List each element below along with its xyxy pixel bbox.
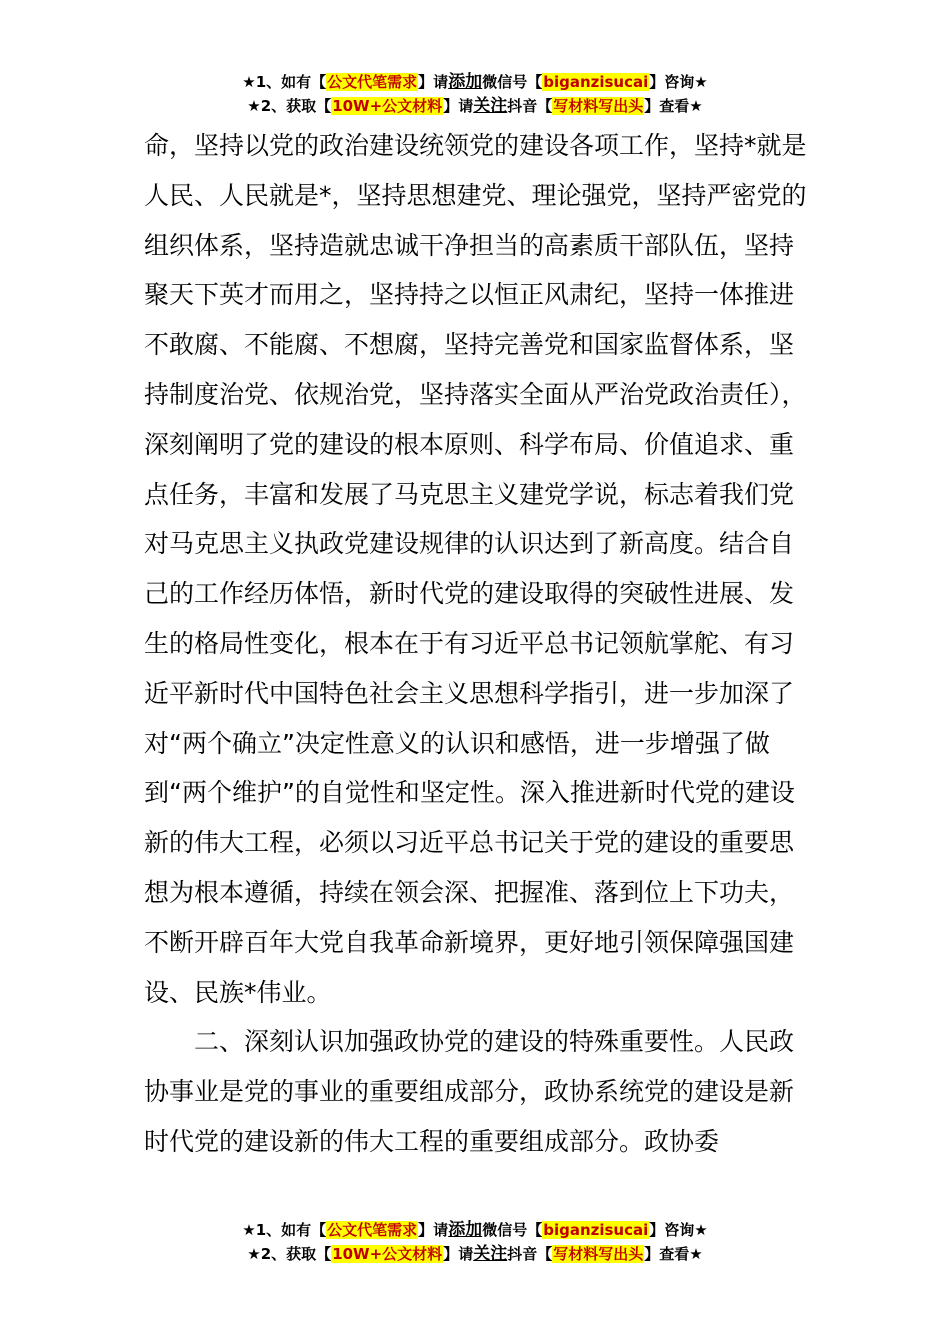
footer-line-1-emphasis-add: 添加 [448,1220,483,1240]
footer-line-2-emphasis-follow: 关注 [473,1244,508,1264]
document-body [144,121,808,1167]
footer-line-2-highlight-materials: 10W+公文材料 [332,1245,443,1263]
header-line-2-text-d: 】查看★ [644,97,703,115]
header-line-2-text-a: ★2、获取【 [247,97,332,115]
header-line-2-text-b: 】请 [443,97,474,115]
footer-line-1-highlight-wechat-id: biganzisucai [543,1221,649,1239]
header-line-1-text-c: 微信号【 [482,73,543,91]
footer-line-1-highlight-writing-service: 公文代笔需求 [327,1221,418,1239]
footer-banner [0,1218,950,1266]
header-line-2 [0,94,950,118]
header-line-1-text-d: 】咨询★ [649,73,708,91]
footer-line-2-text-c: 抖音【 [507,1245,553,1263]
header-line-2-highlight-douyin-account: 写材料写出头 [553,97,644,115]
body-paragraph-2: 二、深刻认识加强政协党的建设的特殊重要性。人民政协事业是党的事业的重要组成部分，政协系统党的建设是新时代党的建设新的伟大工程的重要组成部分。政协委 [144,1027,795,1156]
footer-line-1-text-b: 】请 [418,1221,449,1239]
header-line-1-text-a: ★1、如有【 [242,73,327,91]
footer-line-1-text-c: 微信号【 [482,1221,543,1239]
footer-line-2 [0,1242,950,1266]
footer-line-2-highlight-douyin-account: 写材料写出头 [553,1245,644,1263]
footer-line-2-text-d: 】查看★ [644,1245,703,1263]
footer-line-2-text-a: ★2、获取【 [247,1245,332,1263]
header-line-1 [0,70,950,94]
footer-line-1-text-d: 】咨询★ [649,1221,708,1239]
header-line-1-highlight-writing-service: 公文代笔需求 [327,73,418,91]
header-line-2-text-c: 抖音【 [507,97,553,115]
header-line-1-emphasis-add: 添加 [448,72,483,92]
header-line-1-highlight-wechat-id: biganzisucai [543,73,649,91]
header-banner [0,70,950,118]
header-line-1-text-b: 】请 [418,73,449,91]
header-line-2-emphasis-follow: 关注 [473,96,508,116]
footer-line-1-text-a: ★1、如有【 [242,1221,327,1239]
body-paragraph-1: 命，坚持以党的政治建设统领党的建设各项工作，坚持*就是人民、人民就是*，坚持思想建党、理论强党，坚持严密党的组织体系，坚持造就忠诚干净担当的高素质干部队伍，坚持聚天下英才而用之，坚持持之以恒正风肃纪，坚持一体推进不敢腐、不能腐、不想腐，坚持完善党和国家监督体系，坚持制度治党、依规治党，坚持落实全面从严治党政治责任），深刻阐明了党的建设的根本原则、科学布局、价值追求、重点任务，丰富和发展了马克思主义建党学说，标志着我们党对马克思主义执政党建设规律的认识达到了新高度。结合自己的工作经历体悟，新时代党的建设取得的突破性进展、发生的格局性变化，根本在于有习近平总书记领航掌舵、有习近平新时代中国特色社会主义思想科学指引，进一步加深了对“两个确立”决定性意义的认识和感悟，进一步增强了做到“两个维护”的自觉性和坚定性。深入推进新时代党的建设新的伟大工程，必须以习近平总书记关于党的建设的重要思想为根本遵循，持续在领会深、把握准、落到位上下功夫，不断开辟百年大党自我革命新境界，更好地引领保障强国建设、民族*伟业。 [144,131,807,1007]
header-line-2-highlight-materials: 10W+公文材料 [332,97,443,115]
footer-line-1 [0,1218,950,1242]
footer-line-2-text-b: 】请 [443,1245,474,1263]
